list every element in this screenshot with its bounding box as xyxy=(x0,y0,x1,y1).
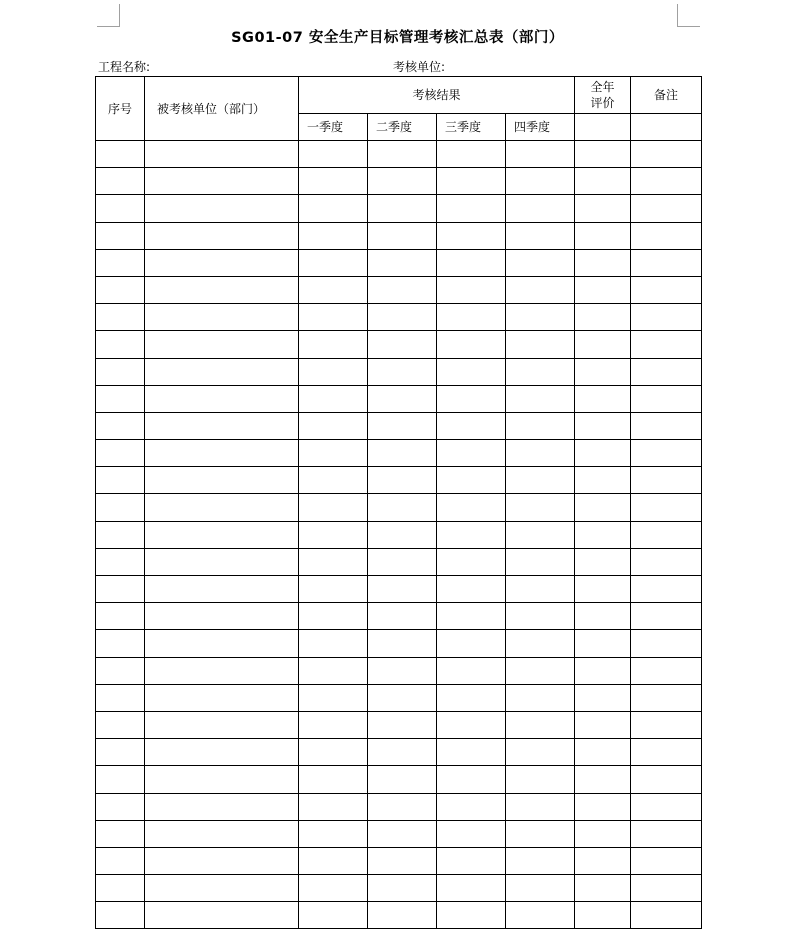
cell-seq[interactable] xyxy=(96,467,145,494)
cell-q1[interactable] xyxy=(299,467,368,494)
cell-q4[interactable] xyxy=(506,521,575,548)
cell-q3[interactable] xyxy=(437,820,506,847)
cell-seq[interactable] xyxy=(96,412,145,439)
cell-seq[interactable] xyxy=(96,222,145,249)
cell-seq[interactable] xyxy=(96,141,145,168)
table-row xyxy=(96,711,702,738)
cell-q1[interactable] xyxy=(299,630,368,657)
cell-q2[interactable] xyxy=(368,548,437,575)
cell-remark[interactable] xyxy=(631,222,702,249)
cell-unit[interactable] xyxy=(145,331,299,358)
cell-q1[interactable] xyxy=(299,494,368,521)
cell-q4[interactable] xyxy=(506,141,575,168)
table-row xyxy=(96,657,702,684)
cell-remark[interactable] xyxy=(631,875,702,902)
cell-unit[interactable] xyxy=(145,249,299,276)
table-row xyxy=(96,793,702,820)
cell-annual[interactable] xyxy=(575,847,631,874)
cell-q2[interactable] xyxy=(368,385,437,412)
cell-q1[interactable] xyxy=(299,684,368,711)
cell-q4[interactable] xyxy=(506,168,575,195)
cell-q1[interactable] xyxy=(299,603,368,630)
cell-seq[interactable] xyxy=(96,766,145,793)
cell-q4[interactable] xyxy=(506,358,575,385)
table-row xyxy=(96,168,702,195)
cell-q2[interactable] xyxy=(368,576,437,603)
cell-q3[interactable] xyxy=(437,494,506,521)
cell-annual[interactable] xyxy=(575,276,631,303)
cell-seq[interactable] xyxy=(96,276,145,303)
cell-remark[interactable] xyxy=(631,249,702,276)
cell-q3[interactable] xyxy=(437,657,506,684)
header-assessed-unit: 被考核单位（部门） xyxy=(145,77,299,141)
cell-q2[interactable] xyxy=(368,494,437,521)
cell-q1[interactable] xyxy=(299,576,368,603)
page-corner-mark-left xyxy=(97,4,120,27)
table-row xyxy=(96,141,702,168)
cell-remark[interactable] xyxy=(631,548,702,575)
cell-seq[interactable] xyxy=(96,875,145,902)
cell-q4[interactable] xyxy=(506,222,575,249)
cell-remark[interactable] xyxy=(631,168,702,195)
header-remark: 备注 xyxy=(631,77,702,114)
cell-q4[interactable] xyxy=(506,304,575,331)
cell-q3[interactable] xyxy=(437,304,506,331)
cell-q3[interactable] xyxy=(437,576,506,603)
cell-q1[interactable] xyxy=(299,168,368,195)
cell-annual[interactable] xyxy=(575,875,631,902)
header-q1: 一季度 xyxy=(299,114,368,141)
cell-unit[interactable] xyxy=(145,766,299,793)
header-annual-blank xyxy=(575,114,631,141)
cell-seq[interactable] xyxy=(96,820,145,847)
cell-unit[interactable] xyxy=(145,494,299,521)
table-row xyxy=(96,222,702,249)
cell-q3[interactable] xyxy=(437,195,506,222)
cell-q2[interactable] xyxy=(368,467,437,494)
table-row xyxy=(96,603,702,630)
cell-q3[interactable] xyxy=(437,141,506,168)
cell-unit[interactable] xyxy=(145,521,299,548)
cell-q3[interactable] xyxy=(437,711,506,738)
cell-unit[interactable] xyxy=(145,875,299,902)
cell-q4[interactable] xyxy=(506,711,575,738)
cell-q2[interactable] xyxy=(368,304,437,331)
cell-q2[interactable] xyxy=(368,902,437,929)
cell-unit[interactable] xyxy=(145,385,299,412)
assessment-summary-table xyxy=(95,76,702,929)
cell-q4[interactable] xyxy=(506,657,575,684)
cell-annual[interactable] xyxy=(575,141,631,168)
table-row xyxy=(96,820,702,847)
cell-q2[interactable] xyxy=(368,141,437,168)
cell-q2[interactable] xyxy=(368,603,437,630)
cell-unit[interactable] xyxy=(145,711,299,738)
table-row xyxy=(96,875,702,902)
table-row xyxy=(96,195,702,222)
cell-q1[interactable] xyxy=(299,739,368,766)
cell-remark[interactable] xyxy=(631,711,702,738)
header-annual-line1: 全年 xyxy=(590,80,615,94)
cell-annual[interactable] xyxy=(575,195,631,222)
cell-seq[interactable] xyxy=(96,739,145,766)
cell-remark[interactable] xyxy=(631,521,702,548)
cell-q1[interactable] xyxy=(299,521,368,548)
cell-q2[interactable] xyxy=(368,739,437,766)
cell-remark[interactable] xyxy=(631,141,702,168)
cell-remark[interactable] xyxy=(631,739,702,766)
table-row xyxy=(96,304,702,331)
table-row xyxy=(96,902,702,929)
cell-remark[interactable] xyxy=(631,902,702,929)
cell-q2[interactable] xyxy=(368,684,437,711)
cell-q1[interactable] xyxy=(299,222,368,249)
cell-q2[interactable] xyxy=(368,331,437,358)
cell-annual[interactable] xyxy=(575,766,631,793)
cell-q2[interactable] xyxy=(368,249,437,276)
cell-q2[interactable] xyxy=(368,168,437,195)
cell-seq[interactable] xyxy=(96,358,145,385)
header-annual-line2: 评价 xyxy=(590,96,615,110)
cell-q2[interactable] xyxy=(368,711,437,738)
cell-annual[interactable] xyxy=(575,684,631,711)
table-row xyxy=(96,412,702,439)
table-row xyxy=(96,276,702,303)
cell-q3[interactable] xyxy=(437,684,506,711)
cell-q4[interactable] xyxy=(506,440,575,467)
cell-annual[interactable] xyxy=(575,603,631,630)
cell-seq[interactable] xyxy=(96,684,145,711)
table-row xyxy=(96,630,702,657)
cell-q2[interactable] xyxy=(368,358,437,385)
cell-q4[interactable] xyxy=(506,385,575,412)
cell-remark[interactable] xyxy=(631,195,702,222)
cell-q4[interactable] xyxy=(506,467,575,494)
cell-q3[interactable] xyxy=(437,440,506,467)
cell-q3[interactable] xyxy=(437,331,506,358)
cell-q1[interactable] xyxy=(299,304,368,331)
cell-q4[interactable] xyxy=(506,603,575,630)
cell-unit[interactable] xyxy=(145,358,299,385)
cell-remark[interactable] xyxy=(631,603,702,630)
cell-q4[interactable] xyxy=(506,494,575,521)
cell-seq[interactable] xyxy=(96,902,145,929)
cell-q4[interactable] xyxy=(506,630,575,657)
cell-remark[interactable] xyxy=(631,630,702,657)
table-row xyxy=(96,249,702,276)
cell-annual[interactable] xyxy=(575,467,631,494)
cell-q3[interactable] xyxy=(437,412,506,439)
cell-annual[interactable] xyxy=(575,358,631,385)
cell-q2[interactable] xyxy=(368,440,437,467)
cell-unit[interactable] xyxy=(145,902,299,929)
table-row xyxy=(96,494,702,521)
cell-q1[interactable] xyxy=(299,141,368,168)
table-row xyxy=(96,331,702,358)
cell-q1[interactable] xyxy=(299,276,368,303)
cell-remark[interactable] xyxy=(631,412,702,439)
cell-remark[interactable] xyxy=(631,766,702,793)
cell-seq[interactable] xyxy=(96,630,145,657)
cell-q3[interactable] xyxy=(437,358,506,385)
cell-unit[interactable] xyxy=(145,276,299,303)
cell-q3[interactable] xyxy=(437,168,506,195)
cell-seq[interactable] xyxy=(96,548,145,575)
cell-annual[interactable] xyxy=(575,168,631,195)
cell-annual[interactable] xyxy=(575,440,631,467)
cell-q4[interactable] xyxy=(506,684,575,711)
cell-remark[interactable] xyxy=(631,304,702,331)
cell-unit[interactable] xyxy=(145,141,299,168)
cell-remark[interactable] xyxy=(631,576,702,603)
cell-q2[interactable] xyxy=(368,793,437,820)
cell-q1[interactable] xyxy=(299,440,368,467)
cell-q2[interactable] xyxy=(368,412,437,439)
cell-annual[interactable] xyxy=(575,630,631,657)
cell-unit[interactable] xyxy=(145,576,299,603)
cell-unit[interactable] xyxy=(145,603,299,630)
cell-q3[interactable] xyxy=(437,467,506,494)
cell-q2[interactable] xyxy=(368,766,437,793)
cell-q4[interactable] xyxy=(506,820,575,847)
cell-q4[interactable] xyxy=(506,548,575,575)
cell-unit[interactable] xyxy=(145,440,299,467)
cell-annual[interactable] xyxy=(575,304,631,331)
cell-q4[interactable] xyxy=(506,739,575,766)
table-row xyxy=(96,739,702,766)
table-row xyxy=(96,358,702,385)
cell-q3[interactable] xyxy=(437,385,506,412)
header-q2: 二季度 xyxy=(368,114,437,141)
cell-unit[interactable] xyxy=(145,304,299,331)
cell-seq[interactable] xyxy=(96,657,145,684)
cell-seq[interactable] xyxy=(96,195,145,222)
cell-q3[interactable] xyxy=(437,739,506,766)
assessment-unit-label: 考核单位: xyxy=(393,60,446,74)
cell-q4[interactable] xyxy=(506,847,575,874)
cell-q1[interactable] xyxy=(299,385,368,412)
cell-q3[interactable] xyxy=(437,875,506,902)
cell-seq[interactable] xyxy=(96,385,145,412)
cell-seq[interactable] xyxy=(96,494,145,521)
cell-annual[interactable] xyxy=(575,412,631,439)
page-corner-mark-right xyxy=(677,4,700,27)
cell-unit[interactable] xyxy=(145,657,299,684)
cell-seq[interactable] xyxy=(96,249,145,276)
cell-q1[interactable] xyxy=(299,331,368,358)
cell-remark[interactable] xyxy=(631,820,702,847)
cell-q1[interactable] xyxy=(299,412,368,439)
cell-q2[interactable] xyxy=(368,276,437,303)
cell-q2[interactable] xyxy=(368,222,437,249)
cell-remark[interactable] xyxy=(631,385,702,412)
cell-q2[interactable] xyxy=(368,657,437,684)
header-q3: 三季度 xyxy=(437,114,506,141)
cell-q4[interactable] xyxy=(506,576,575,603)
header-results: 考核结果 xyxy=(299,77,575,114)
header-annual-evaluation xyxy=(575,77,631,114)
cell-seq[interactable] xyxy=(96,331,145,358)
cell-q4[interactable] xyxy=(506,766,575,793)
cell-seq[interactable] xyxy=(96,168,145,195)
cell-unit[interactable] xyxy=(145,412,299,439)
cell-q1[interactable] xyxy=(299,847,368,874)
cell-q1[interactable] xyxy=(299,793,368,820)
cell-seq[interactable] xyxy=(96,711,145,738)
cell-q3[interactable] xyxy=(437,521,506,548)
cell-annual[interactable] xyxy=(575,576,631,603)
cell-q1[interactable] xyxy=(299,358,368,385)
cell-q3[interactable] xyxy=(437,548,506,575)
cell-annual[interactable] xyxy=(575,331,631,358)
cell-q3[interactable] xyxy=(437,249,506,276)
cell-q3[interactable] xyxy=(437,603,506,630)
cell-q1[interactable] xyxy=(299,249,368,276)
cell-q2[interactable] xyxy=(368,847,437,874)
cell-annual[interactable] xyxy=(575,820,631,847)
table-row xyxy=(96,467,702,494)
cell-seq[interactable] xyxy=(96,440,145,467)
cell-q1[interactable] xyxy=(299,875,368,902)
cell-q3[interactable] xyxy=(437,222,506,249)
cell-annual[interactable] xyxy=(575,739,631,766)
cell-annual[interactable] xyxy=(575,902,631,929)
cell-q4[interactable] xyxy=(506,249,575,276)
cell-q4[interactable] xyxy=(506,793,575,820)
cell-annual[interactable] xyxy=(575,521,631,548)
page-title: SG01-07 安全生产目标管理考核汇总表（部门） xyxy=(231,30,564,46)
cell-unit[interactable] xyxy=(145,195,299,222)
cell-q1[interactable] xyxy=(299,766,368,793)
cell-q1[interactable] xyxy=(299,820,368,847)
cell-q3[interactable] xyxy=(437,766,506,793)
cell-q2[interactable] xyxy=(368,875,437,902)
cell-annual[interactable] xyxy=(575,494,631,521)
cell-remark[interactable] xyxy=(631,684,702,711)
cell-q4[interactable] xyxy=(506,412,575,439)
cell-unit[interactable] xyxy=(145,820,299,847)
table-row xyxy=(96,847,702,874)
cell-annual[interactable] xyxy=(575,222,631,249)
cell-unit[interactable] xyxy=(145,847,299,874)
cell-seq[interactable] xyxy=(96,521,145,548)
cell-q1[interactable] xyxy=(299,902,368,929)
cell-q4[interactable] xyxy=(506,276,575,303)
cell-annual[interactable] xyxy=(575,793,631,820)
cell-q4[interactable] xyxy=(506,875,575,902)
cell-remark[interactable] xyxy=(631,657,702,684)
header-q4: 四季度 xyxy=(506,114,575,141)
table-row xyxy=(96,521,702,548)
cell-q3[interactable] xyxy=(437,793,506,820)
cell-remark[interactable] xyxy=(631,331,702,358)
cell-remark[interactable] xyxy=(631,358,702,385)
cell-seq[interactable] xyxy=(96,304,145,331)
cell-seq[interactable] xyxy=(96,793,145,820)
header-remark-blank xyxy=(631,114,702,141)
table-row xyxy=(96,684,702,711)
cell-unit[interactable] xyxy=(145,467,299,494)
cell-q4[interactable] xyxy=(506,331,575,358)
table-row xyxy=(96,385,702,412)
cell-annual[interactable] xyxy=(575,548,631,575)
cell-q4[interactable] xyxy=(506,902,575,929)
cell-q1[interactable] xyxy=(299,548,368,575)
cell-q2[interactable] xyxy=(368,630,437,657)
cell-q3[interactable] xyxy=(437,847,506,874)
cell-q1[interactable] xyxy=(299,711,368,738)
cell-unit[interactable] xyxy=(145,684,299,711)
cell-remark[interactable] xyxy=(631,847,702,874)
cell-remark[interactable] xyxy=(631,494,702,521)
cell-unit[interactable] xyxy=(145,739,299,766)
cell-annual[interactable] xyxy=(575,711,631,738)
cell-annual[interactable] xyxy=(575,385,631,412)
cell-remark[interactable] xyxy=(631,276,702,303)
project-name-label: 工程名称: xyxy=(98,60,151,74)
cell-unit[interactable] xyxy=(145,222,299,249)
header-seq: 序号 xyxy=(96,77,145,141)
table-row xyxy=(96,576,702,603)
table-row xyxy=(96,548,702,575)
cell-unit[interactable] xyxy=(145,630,299,657)
cell-unit[interactable] xyxy=(145,168,299,195)
table-row xyxy=(96,440,702,467)
cell-annual[interactable] xyxy=(575,249,631,276)
cell-q2[interactable] xyxy=(368,521,437,548)
cell-q3[interactable] xyxy=(437,276,506,303)
cell-q1[interactable] xyxy=(299,657,368,684)
cell-remark[interactable] xyxy=(631,793,702,820)
cell-unit[interactable] xyxy=(145,793,299,820)
cell-seq[interactable] xyxy=(96,576,145,603)
cell-q4[interactable] xyxy=(506,195,575,222)
cell-unit[interactable] xyxy=(145,548,299,575)
table-row xyxy=(96,766,702,793)
cell-annual[interactable] xyxy=(575,657,631,684)
cell-q3[interactable] xyxy=(437,630,506,657)
cell-q2[interactable] xyxy=(368,820,437,847)
cell-q2[interactable] xyxy=(368,195,437,222)
cell-remark[interactable] xyxy=(631,467,702,494)
cell-q1[interactable] xyxy=(299,195,368,222)
cell-seq[interactable] xyxy=(96,603,145,630)
cell-seq[interactable] xyxy=(96,847,145,874)
cell-q3[interactable] xyxy=(437,902,506,929)
cell-remark[interactable] xyxy=(631,440,702,467)
